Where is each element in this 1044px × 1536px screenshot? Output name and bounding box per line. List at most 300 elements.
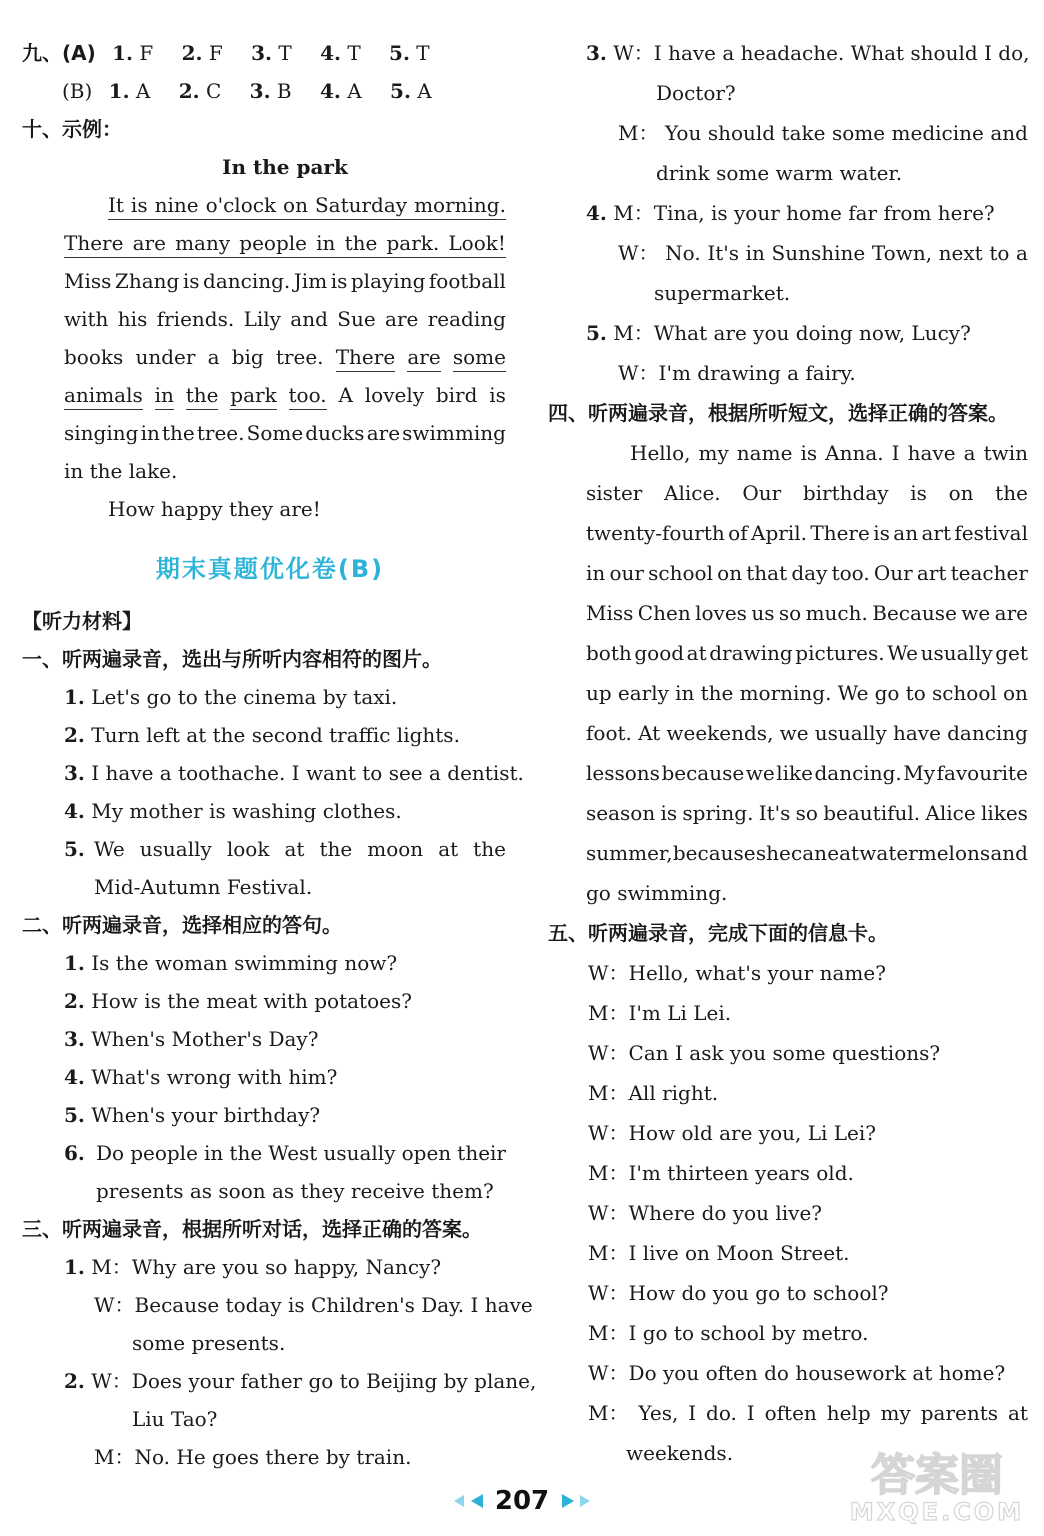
answer-a-4: 4. T xyxy=(320,41,361,65)
word: school xyxy=(648,561,713,585)
word: and xyxy=(990,841,1028,865)
word: weekends, xyxy=(666,721,774,745)
word: It's xyxy=(758,801,791,825)
word: spring. xyxy=(682,801,754,825)
word: twenty-fourth xyxy=(586,521,725,545)
word: have xyxy=(892,721,941,745)
part-3-dialog-3-line-3-words xyxy=(618,120,1028,146)
answer-row-a xyxy=(22,40,430,66)
essay-line-1-words xyxy=(108,192,506,220)
word: I xyxy=(891,441,900,465)
word: twin xyxy=(983,441,1028,465)
word: tree. xyxy=(275,345,324,369)
essay-line-3-words xyxy=(64,268,506,294)
word: West xyxy=(268,1141,318,1165)
word: the xyxy=(229,1141,263,1165)
word: lovely xyxy=(364,383,425,407)
word: medicine xyxy=(891,121,984,145)
essay-title: In the park xyxy=(222,155,348,179)
passage-line-1-words xyxy=(630,440,1028,466)
word: to xyxy=(905,681,926,705)
word: is xyxy=(910,481,927,505)
part-2-heading: 二、听两遍录音，选择相应的答句。 xyxy=(22,913,342,937)
word: both xyxy=(586,641,632,665)
word: good xyxy=(634,641,685,665)
word: are xyxy=(132,231,166,255)
word: in xyxy=(140,421,160,445)
word: It xyxy=(108,193,124,217)
passage-line-8 xyxy=(586,720,1028,746)
answer-a-1: 1. F xyxy=(112,41,154,65)
word: eat xyxy=(827,841,860,865)
part-5-line-10: M：I go to school by metro. xyxy=(588,1321,869,1345)
word: with xyxy=(64,307,109,331)
word: and xyxy=(990,121,1028,145)
watermark-graphic xyxy=(842,1438,1032,1528)
passage-line-2 xyxy=(586,480,1028,506)
essay-line-1 xyxy=(108,192,506,220)
part-5-line-9: W：How do you go to school? xyxy=(588,1281,889,1305)
next-arrow-icon xyxy=(562,1494,574,1508)
word: go xyxy=(874,681,900,705)
word: an xyxy=(893,521,919,545)
next-light-arrow-icon xyxy=(580,1495,590,1507)
word: name xyxy=(736,441,793,465)
answer-a-2: 2. F xyxy=(181,41,223,65)
part-4-heading: 四、听两遍录音，根据所听短文，选择正确的答案。 xyxy=(548,401,1008,425)
word: Jim xyxy=(293,269,328,293)
word: is xyxy=(873,521,890,545)
word: much. xyxy=(805,601,868,625)
answer-b-3: 3. B xyxy=(249,79,292,103)
answer-row-b xyxy=(62,78,432,104)
part-2-item-3: 3. When's Mother's Day? xyxy=(64,1027,319,1051)
word: We xyxy=(887,641,918,665)
word: beautiful. xyxy=(823,801,921,825)
word: season xyxy=(586,801,656,825)
passage-line-5-words xyxy=(586,600,1028,626)
word: on xyxy=(717,561,743,585)
word: W： xyxy=(618,241,659,265)
word: Alice. xyxy=(664,481,721,505)
answer-b-1: 1. A xyxy=(108,79,151,103)
word: We xyxy=(94,837,125,861)
word: because xyxy=(661,761,745,785)
part-3-dialog-4-line-2-words xyxy=(618,240,1028,266)
word: drawing xyxy=(709,641,793,665)
word: many xyxy=(175,231,231,255)
word: to xyxy=(989,241,1010,265)
word: us xyxy=(751,601,775,625)
word: Anna. xyxy=(825,441,884,465)
word: Yes, xyxy=(638,1401,679,1425)
word: Sunshine xyxy=(771,241,866,265)
word: day xyxy=(791,561,828,585)
part-2-item-6: 6. Do people in the West usually open their xyxy=(64,1141,506,1165)
word: are xyxy=(366,421,401,445)
word: park. xyxy=(386,231,440,255)
word: the xyxy=(995,481,1028,505)
word: friends. xyxy=(156,307,235,331)
word: art xyxy=(921,521,952,545)
word: There xyxy=(336,344,395,372)
word: April. xyxy=(751,521,807,545)
word: because xyxy=(672,841,756,865)
part-1-item-2: 2. Turn left at the second traffic lights. xyxy=(64,723,460,747)
word: should xyxy=(707,121,776,145)
word: in xyxy=(204,1141,224,1165)
word: It's xyxy=(707,241,740,265)
word: M： xyxy=(618,121,659,145)
part-5-line-12 xyxy=(588,1400,1028,1426)
word: Zhang xyxy=(114,269,180,293)
passage-line-7 xyxy=(586,680,1028,706)
word: summer, xyxy=(586,841,673,865)
passage-line-3 xyxy=(586,520,1028,546)
part-5-line-5: W：How old are you, Li Lei? xyxy=(588,1121,876,1145)
watermark-text: 答案圈 xyxy=(871,1450,1003,1501)
word: too. xyxy=(289,382,327,410)
passage-line-8-words xyxy=(586,720,1028,746)
word: is xyxy=(489,383,506,407)
word: do. xyxy=(706,1401,737,1425)
word: some xyxy=(831,121,886,145)
answer-b-2: 2. C xyxy=(178,79,222,103)
word: help xyxy=(826,1401,871,1425)
word: our xyxy=(609,561,644,585)
listening-label: 【听力材料】 xyxy=(22,609,142,633)
word: some xyxy=(453,344,506,372)
word: o'clock xyxy=(205,193,277,217)
word: open xyxy=(401,1141,452,1165)
part-5-heading: 五、听两遍录音，完成下面的信息卡。 xyxy=(548,921,888,945)
essay-line-8: in the lake. xyxy=(64,459,178,483)
word: we xyxy=(961,601,991,625)
word: swimming xyxy=(402,421,506,445)
word: is xyxy=(182,269,200,293)
passage-line-6-words xyxy=(586,640,1028,666)
word: Because xyxy=(872,601,957,625)
part-5-line-8: M：I live on Moon Street. xyxy=(588,1241,850,1265)
word: is xyxy=(800,441,818,465)
essay-line-4 xyxy=(64,306,506,332)
essay-line-9: How happy they are! xyxy=(108,497,321,521)
prev-arrow-icon xyxy=(471,1494,483,1508)
part-3-dialog-1-line-1: 1. M：Why are you so happy, Nancy? xyxy=(64,1255,442,1279)
word: Do xyxy=(96,1141,125,1165)
passage-line-6 xyxy=(586,640,1028,666)
word: at xyxy=(686,641,707,665)
word: ducks xyxy=(305,421,365,445)
word: Lily xyxy=(243,307,281,331)
part-1-heading: 一、听两遍录音，选出与所听内容相符的图片。 xyxy=(22,647,442,671)
word: the xyxy=(344,231,378,255)
passage-line-11-words xyxy=(586,840,1028,866)
word: often xyxy=(764,1401,817,1425)
essay-line-6 xyxy=(64,382,506,410)
word: usually xyxy=(920,641,993,665)
word: big xyxy=(231,345,264,369)
word: is xyxy=(330,269,348,293)
word: is xyxy=(660,801,678,825)
word: Some xyxy=(246,421,304,445)
word: Sue xyxy=(337,307,376,331)
word: get xyxy=(995,641,1028,665)
word: dancing. xyxy=(203,269,291,293)
answer-b-4: 4. A xyxy=(319,79,362,103)
word: Chen xyxy=(637,601,691,625)
word: playing xyxy=(350,269,426,293)
word: My xyxy=(903,761,936,785)
word: look xyxy=(226,837,270,861)
part-3-dialog-1-line-2: W：Because today is Children's Day. I have xyxy=(94,1293,533,1317)
word: people xyxy=(130,1141,198,1165)
part-5-line-7: W：Where do you live? xyxy=(588,1201,823,1225)
word: Our xyxy=(742,481,782,505)
essay-line-7 xyxy=(64,420,506,446)
essay-line-3 xyxy=(64,268,506,294)
word: At xyxy=(638,721,661,745)
word: parents xyxy=(920,1401,999,1425)
word: We xyxy=(837,681,869,705)
part-3-dialog-3-line-1: 3. W：I have a headache. What should I do, xyxy=(586,41,1030,65)
word: at xyxy=(1007,1401,1028,1425)
word: under xyxy=(135,345,196,369)
word: Saturday xyxy=(314,193,408,217)
word: is xyxy=(130,193,148,217)
word: Town, xyxy=(871,241,933,265)
word: too. xyxy=(831,561,870,585)
word: singing xyxy=(64,421,139,445)
word: park xyxy=(230,382,276,410)
word: on xyxy=(283,193,308,217)
part-3-dialog-2-line-2: Liu Tao? xyxy=(132,1407,218,1431)
word: art xyxy=(916,561,947,585)
word: likes xyxy=(980,801,1028,825)
word: the xyxy=(186,382,219,410)
word: moon xyxy=(367,837,424,861)
word: in xyxy=(316,231,336,255)
word: dancing xyxy=(947,721,1028,745)
watermark-logo xyxy=(842,1438,1032,1528)
word: Look! xyxy=(448,231,506,255)
word: lessons xyxy=(586,761,660,785)
part-2-item-1: 1. Is the woman swimming now? xyxy=(64,951,398,975)
word: a xyxy=(963,441,976,465)
word: a xyxy=(1016,241,1028,265)
word: like xyxy=(776,761,813,785)
part-1-item-5: 5. We usually look at the moon at the xyxy=(64,837,506,861)
passage-line-9-words xyxy=(586,760,1028,786)
part-3-dialog-4-line-1: 4. M：Tina, is your home far from here? xyxy=(586,201,995,225)
word: my xyxy=(698,441,729,465)
part-5-line-13: weekends. xyxy=(626,1441,734,1465)
word: favourite xyxy=(936,761,1028,785)
part-1-item-5-cont: Mid-Autumn Festival. xyxy=(94,875,313,899)
section-title: 期末真题优化卷(B) xyxy=(155,555,385,583)
word: can xyxy=(791,841,828,865)
word: I xyxy=(746,1401,755,1425)
word: take xyxy=(781,121,826,145)
word: his xyxy=(117,307,148,331)
part-5-line-1: W：Hello, what's your name? xyxy=(588,961,886,985)
word: the xyxy=(161,421,195,445)
part-3-dialog-5-line-2: W：I'm drawing a fairy. xyxy=(618,361,856,385)
word: books xyxy=(64,345,124,369)
essay-line-5 xyxy=(64,344,506,372)
word: in xyxy=(155,382,174,410)
word: up xyxy=(586,681,612,705)
passage-line-4-words xyxy=(586,560,1028,586)
word: Miss xyxy=(64,269,112,293)
part-5-line-12-words xyxy=(588,1400,1028,1426)
word: teacher xyxy=(950,561,1028,585)
word: No. xyxy=(665,241,701,265)
part-3-dialog-4-line-3: supermarket. xyxy=(654,281,791,305)
word: are xyxy=(994,601,1028,625)
passage-line-5 xyxy=(586,600,1028,626)
word: people xyxy=(239,231,307,255)
part-5-line-3: W：Can I ask you some questions? xyxy=(588,1041,941,1065)
answer-b-5: 5. A xyxy=(390,79,432,103)
word: dancing. xyxy=(814,761,902,785)
word: morning. xyxy=(739,681,832,705)
word: reading xyxy=(427,307,506,331)
word: in xyxy=(675,681,695,705)
word: the xyxy=(700,681,734,705)
word: festival xyxy=(954,521,1028,545)
word: on xyxy=(948,481,974,505)
word: are xyxy=(385,307,419,331)
passage-line-1 xyxy=(630,440,1028,466)
word: that xyxy=(746,561,788,585)
word: and xyxy=(290,307,328,331)
word: watermelons xyxy=(859,841,991,865)
word: foot. xyxy=(586,721,632,745)
word: she xyxy=(755,841,791,865)
answer-a-3: 3. T xyxy=(251,41,292,65)
prev-light-arrow-icon xyxy=(454,1495,464,1507)
word: in xyxy=(586,561,606,585)
part-2-item-6-cont: presents as soon as they receive them? xyxy=(96,1179,494,1203)
part-3-dialog-5-line-1: 5. M：What are you doing now, Lucy? xyxy=(586,321,971,345)
part-5-line-2: M：I'm Li Lei. xyxy=(588,1001,732,1025)
essay-line-2 xyxy=(64,230,506,258)
part-3-dialog-3-line-4: drink some warm water. xyxy=(656,161,903,185)
word: at xyxy=(284,837,305,861)
watermark-url: MXQE.COM xyxy=(849,1498,1025,1526)
part-3-dialog-1-line-3: some presents. xyxy=(132,1331,286,1355)
part-1-item-5-words xyxy=(94,836,506,862)
section-10-heading: 十、示例： xyxy=(22,117,122,141)
word: usually xyxy=(323,1141,396,1165)
part-5-line-4: M：All right. xyxy=(588,1081,719,1105)
passage-line-2-words xyxy=(586,480,1028,506)
word: nine xyxy=(154,193,199,217)
answer-a-5: 5. T xyxy=(389,41,430,65)
word: sister xyxy=(586,481,643,505)
passage-line-7-words xyxy=(586,680,1028,706)
word: my xyxy=(880,1401,911,1425)
part-3-dialog-4-line-2 xyxy=(618,240,1028,266)
word: pictures. xyxy=(795,641,885,665)
essay-line-4-words xyxy=(64,306,506,332)
part-2-item-6-words xyxy=(96,1140,506,1166)
word: There xyxy=(810,521,870,545)
part-3-dialog-3-line-3 xyxy=(618,120,1028,146)
passage-line-4 xyxy=(586,560,1028,586)
word: on xyxy=(1002,681,1028,705)
essay-line-2-words xyxy=(64,230,506,258)
part-3-dialog-2-line-1: 2. W：Does your father go to Beijing by plane, xyxy=(64,1369,537,1393)
passage-line-12: go swimming. xyxy=(586,881,728,905)
word: I xyxy=(688,1401,697,1425)
word: of xyxy=(728,521,748,545)
part-3-heading: 三、听两遍录音，根据所听对话，选择正确的答案。 xyxy=(22,1217,482,1241)
word: A xyxy=(338,383,353,407)
passage-line-9 xyxy=(586,760,1028,786)
part-2-item-5: 5. When's your birthday? xyxy=(64,1103,321,1127)
word: M： xyxy=(588,1401,629,1425)
word: next xyxy=(938,241,983,265)
essay-line-7-words xyxy=(64,420,506,446)
word: are xyxy=(407,344,440,372)
word: at xyxy=(438,837,459,861)
word: animals xyxy=(64,382,143,410)
word: the xyxy=(473,837,506,861)
part-2-item-2: 2. How is the meat with potatoes? xyxy=(64,989,412,1013)
answer-row-a-prefix: 九、(A) xyxy=(22,41,96,65)
word: school xyxy=(931,681,997,705)
word: Alice xyxy=(925,801,976,825)
word: the xyxy=(319,837,353,861)
word: tree. xyxy=(196,421,245,445)
answer-row-b-prefix: (B) xyxy=(62,79,93,103)
word: usually xyxy=(139,837,212,861)
word: You xyxy=(664,121,702,145)
part-5-line-11: W：Do you often do housework at home? xyxy=(588,1361,1006,1385)
word: in xyxy=(745,241,765,265)
part-1-item-4: 4. My mother is washing clothes. xyxy=(64,799,402,823)
word: bird xyxy=(435,383,478,407)
word: we xyxy=(745,761,775,785)
page-number: 207 xyxy=(494,1486,550,1516)
part-3-dialog-2-line-3: M：No. He goes there by train. xyxy=(94,1445,412,1469)
essay-line-5-words xyxy=(64,344,506,372)
passage-line-11 xyxy=(586,840,1028,866)
part-3-dialog-3-line-2: Doctor? xyxy=(656,81,736,105)
word: their xyxy=(457,1141,506,1165)
part-2-item-4: 4. What's wrong with him? xyxy=(64,1065,338,1089)
word: Hello, xyxy=(630,441,691,465)
word: usually xyxy=(814,721,887,745)
word: football xyxy=(428,269,506,293)
part-1-item-1: 1. Let's go to the cinema by taxi. xyxy=(64,685,398,709)
passage-line-10 xyxy=(586,800,1028,826)
passage-line-3-words xyxy=(586,520,1028,546)
word: Miss xyxy=(586,601,634,625)
word: There xyxy=(64,231,124,255)
word: we xyxy=(779,721,809,745)
word: birthday xyxy=(802,481,889,505)
word: loves xyxy=(695,601,747,625)
part-5-line-6: M：I'm thirteen years old. xyxy=(588,1161,854,1185)
word: a xyxy=(207,345,220,369)
word: have xyxy=(907,441,956,465)
word: morning. xyxy=(414,193,506,217)
word: so xyxy=(778,601,802,625)
word: Our xyxy=(873,561,913,585)
